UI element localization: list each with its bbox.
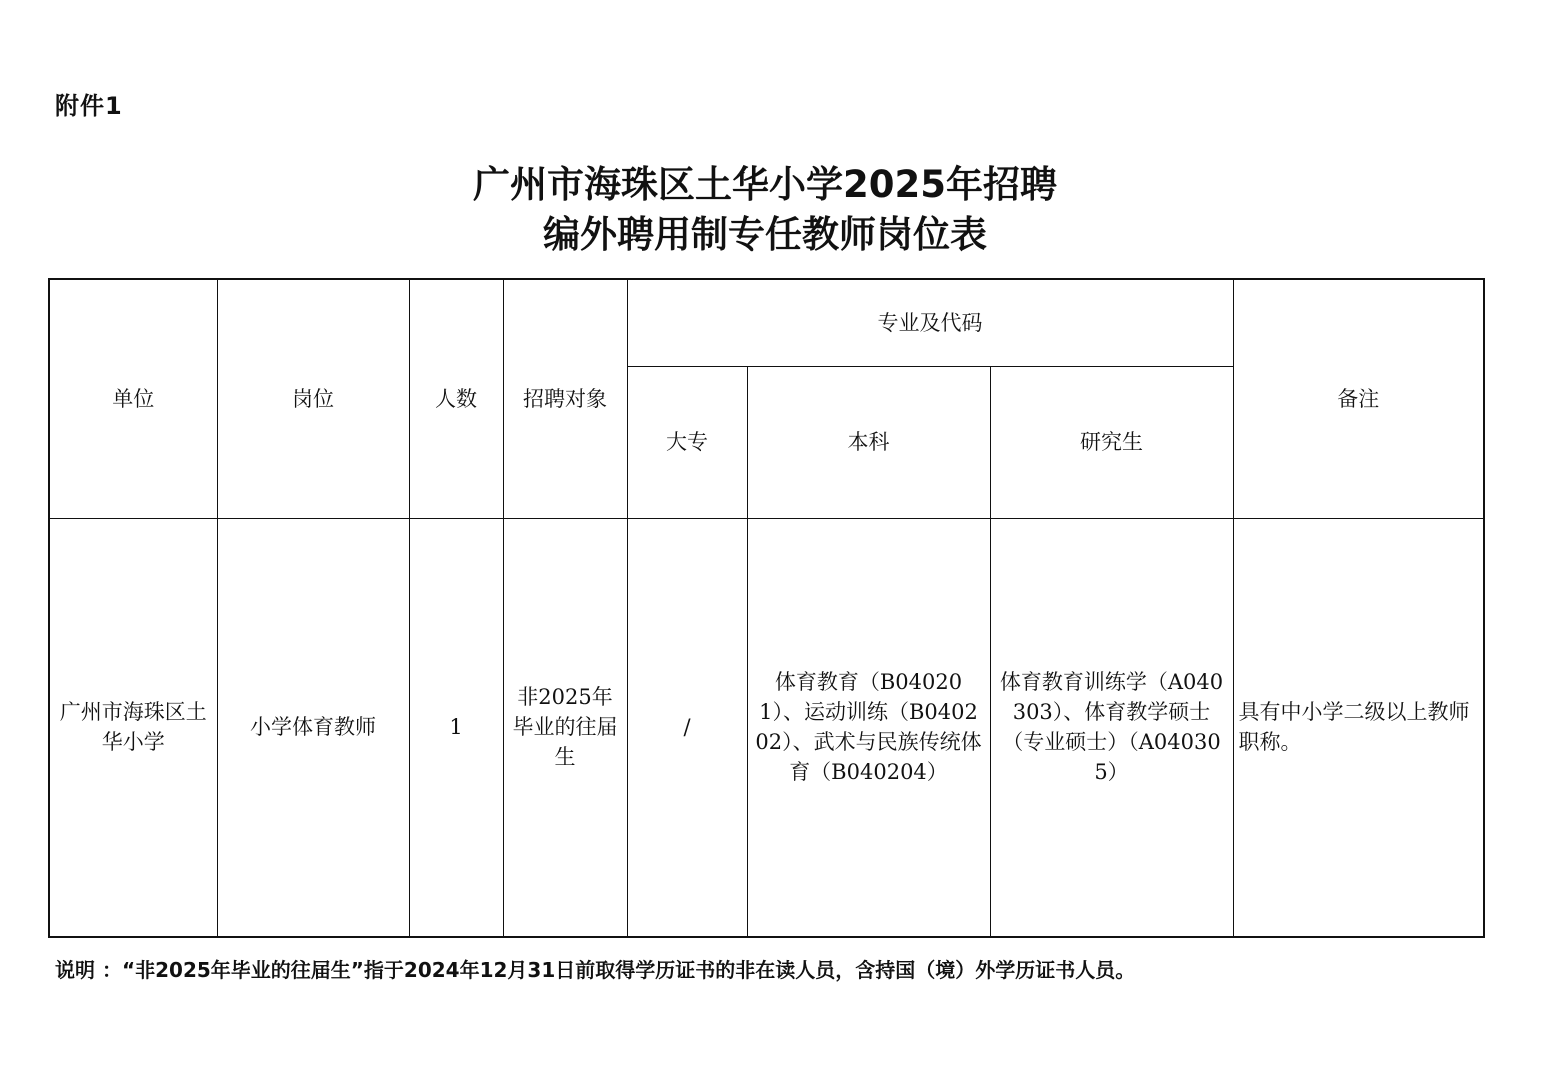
table-row (49, 518, 1484, 937)
cell-count: 1 (409, 518, 503, 937)
header-count: 人数 (409, 279, 503, 518)
header-row-1 (49, 279, 1484, 366)
cell-undergraduate: 体育教育（B040201）、运动训练（B040202）、武术与民族传统体育（B040204） (747, 518, 990, 937)
header-position: 岗位 (217, 279, 409, 518)
footnote: 说明 ：“非2025年毕业的往届生”指于2024年12月31日前取得学历证书的非在读人员，含持国（境）外学历证书人员。 (55, 958, 1136, 982)
cell-graduate: 体育教育训练学（A040303）、体育教学硕士 （专业硕士）（A040305） (990, 518, 1233, 937)
header-college: 大专 (627, 366, 747, 518)
header-graduate: 研究生 (990, 366, 1233, 518)
header-major-group: 专业及代码 (627, 279, 1233, 366)
header-unit: 单位 (49, 279, 217, 518)
cell-unit: 广州市海珠区土华小学 (49, 518, 217, 937)
header-undergraduate: 本科 (747, 366, 990, 518)
attachment-label: 附件1 (55, 92, 123, 120)
header-target: 招聘对象 (503, 279, 627, 518)
header-remarks: 备注 (1233, 279, 1484, 518)
cell-remarks: 具有中小学二级以上教师职称。 (1233, 518, 1484, 937)
title-line-2: 编外聘用制专任教师岗位表 (543, 213, 987, 256)
positions-table (48, 278, 1485, 938)
title-line-1: 广州市海珠区土华小学2025年招聘 (473, 163, 1057, 206)
cell-college: / (627, 518, 747, 937)
cell-target: 非2025年毕业的往届生 (503, 518, 627, 937)
cell-position: 小学体育教师 (217, 518, 409, 937)
page-title (0, 160, 1530, 260)
